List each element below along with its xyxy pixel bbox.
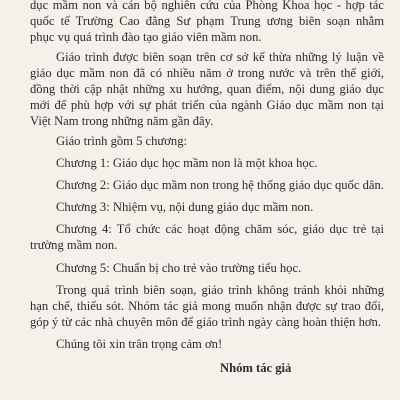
text-line: quốc tế Trường Cao đẳng Sư phạm Trung ương biên soạn nhằm [30,14,384,29]
chapter-item [30,221,384,253]
text-line: trường mầm non. [30,238,118,253]
text-line: góp ý từ các nhà chuyên môn để giáo trình ngày càng hoàn thiện hơn. [30,315,381,330]
paragraph-3 [30,282,384,331]
text-line: phục vụ quá trình đào tạo giáo viên mầm non. [30,30,262,45]
chapter-item: Chương 5: Chuẩn bị cho trẻ vào trường tiểu học. [56,260,302,275]
chapters-intro: Giáo trình gồm 5 chương: [56,133,188,148]
chapter-item: Chương 1: Giáo dục học mầm non là một khoa học. [56,155,318,170]
text-line: Trong quá trình biên soạn, giáo trình không tránh khỏi những [56,282,384,297]
chapter-item: Chương 2: Giáo dục mầm non trong hệ thống giáo dục quốc dân. [56,177,384,192]
text-line: giáo dục mầm non đã có nhiều năm ở trong nước và trên thế giới, [30,65,384,80]
intro-paragraph [30,0,384,46]
text-line: đồng thời cập nhật những xu hướng, quan điểm, nội dung giáo dục [30,81,384,96]
signature: Nhóm tác giả [220,360,292,375]
thanks-line: Chúng tôi xin trân trọng cảm ơn! [56,337,223,352]
chapter-item: Chương 3: Nhiệm vụ, nội dung giáo dục mầm non. [56,200,314,215]
text-line: Giáo trình được biên soạn trên cơ sở kế thừa những lý luận về [56,49,384,64]
text-line: dục mầm non và cán bộ nghiên cứu của Phòng Khoa học - hợp tác [30,0,384,12]
text-line: hạn chế, thiếu sót. Nhóm tác giả mong muốn nhận được sự trao đổi, [30,299,384,313]
paragraph-2 [30,49,384,130]
text-line: mới để phù hợp với sự phát triển của ngành Giáo dục mầm non tại [30,98,384,113]
text-line: Việt Nam trong những năm gần đây. [30,114,214,129]
chapter-list [30,155,384,276]
text-line: Chương 4: Tổ chức các hoạt động chăm sóc, giáo dục trẻ tại [56,222,384,237]
